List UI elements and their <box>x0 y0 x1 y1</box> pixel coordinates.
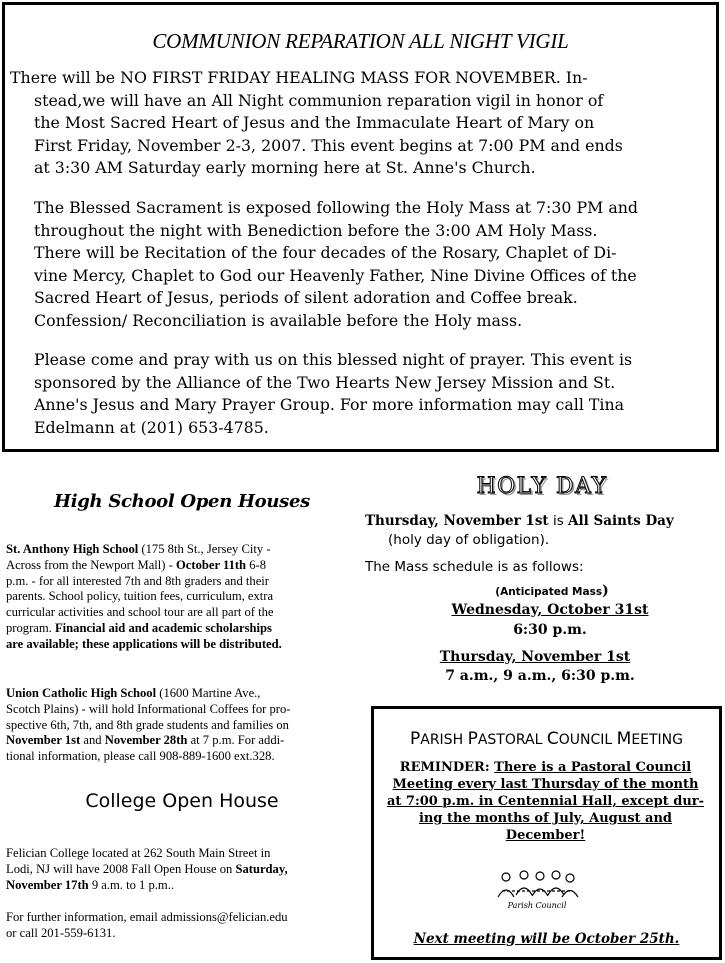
event-date: November 17th <box>6 877 89 892</box>
text-line: Edelmann at (201) 653-4785. <box>34 417 269 437</box>
event-date: October 11th <box>175 557 247 572</box>
logo-caption: Parish Council <box>507 901 567 910</box>
text-line: stead,we will have an All Night communion reparation vigil in honor of <box>34 90 604 110</box>
text-line: For further information, email admissions@felician.edu <box>6 910 288 924</box>
text-fragment: All Saints Day <box>568 513 674 529</box>
text-fragment: P <box>409 729 421 749</box>
wednesday-mass-time: 6:30 p.m. <box>513 622 587 638</box>
text-fragment: P <box>467 729 478 749</box>
vigil-announcement-box <box>2 2 719 452</box>
text-fragment: Saturday, <box>235 861 288 876</box>
text-line: at 7:00 p.m. in Centennial Hall, except dur- <box>386 794 705 809</box>
event-date: November 1st <box>6 733 81 748</box>
text-line: are available; these applications will be distributed. <box>6 636 282 651</box>
text-fragment: Lodi, NJ will have 2008 Fall Open House on <box>6 861 236 876</box>
wednesday-mass-date: Wednesday, October 31st <box>451 602 649 618</box>
holy-day-title: HOLY DAY <box>476 474 608 499</box>
text-fragment: EETING <box>631 732 684 748</box>
text-line: sponsored by the Alliance of the Two Hearts New Jersey Mission and St. <box>34 372 616 392</box>
vigil-paragraph-3 <box>34 349 710 439</box>
thursday-mass-times: 7 a.m., 9 a.m., 6:30 p.m. <box>445 668 635 684</box>
union-catholic-paragraph <box>6 686 354 765</box>
text-fragment: is <box>548 513 569 529</box>
reminder-label: REMINDER: <box>399 760 490 775</box>
text-line: tional information, please call 908-889-1600 ext.328. <box>6 749 275 764</box>
text-line: First Friday, November 2-3, 2007. This event begins at 7:00 PM and ends <box>34 135 623 155</box>
event-date: November 28th <box>104 733 188 748</box>
text-line: Scotch Plains) - will hold Informational Coffees for pro- <box>6 701 291 716</box>
text-line: ing the months of July, August and <box>418 811 673 826</box>
text-line: The Blessed Sacrament is exposed following the Holy Mass at 7:30 PM and <box>34 198 639 217</box>
text-line: vine Mercy, Chaplet to God our Heavenly Father, Nine Divine Offices of the <box>34 265 637 285</box>
anticipated-mass-label <box>382 583 722 599</box>
text-fragment: Across from the Newport Mall) - <box>6 557 176 572</box>
vigil-title: COMMUNION REPARATION ALL NIGHT VIGIL <box>152 29 569 53</box>
school-name: Union Catholic High School <box>6 686 157 700</box>
holy-day-section <box>362 466 722 696</box>
holy-day-line-3: The Mass schedule is as follows: <box>365 559 584 575</box>
text-fragment: and <box>80 733 105 748</box>
holy-day-line-1 <box>365 513 674 529</box>
text-line: spective 6th, 7th, and 8th grade students and families on <box>6 717 289 732</box>
text-fragment: at 7 p.m. For addi- <box>187 733 285 748</box>
text-line: Confession/ Reconciliation is available before the Holy mass. <box>34 310 523 330</box>
vigil-paragraph-2 <box>34 197 710 333</box>
contact-paragraph <box>6 910 354 942</box>
text-line: Meeting every last Thursday of the month <box>392 777 699 792</box>
text-fragment: ARISH <box>420 732 468 748</box>
text-line: parents. School policy, tuition fees, curriculum, extra <box>6 589 274 604</box>
text-line: curricular activities and school tour are all part of the <box>6 605 274 620</box>
text-fragment: (Anticipated Mass <box>495 586 603 598</box>
parish-council-box <box>371 706 722 960</box>
text-line: Please come and pray with us on this blessed night of prayer. This event is <box>34 350 633 369</box>
text-line: December! <box>505 828 586 843</box>
school-name: St. Anthony High School <box>6 542 139 556</box>
felician-paragraph <box>6 846 354 893</box>
text-fragment: program. <box>6 620 55 635</box>
vigil-paragraph-1 <box>10 67 710 180</box>
text-fragment: 9 a.m. to 1 p.m.. <box>88 877 175 892</box>
text-fragment: Financial aid and academic scholarships <box>54 620 272 635</box>
holy-day-line-2: (holy day of obligation). <box>388 532 550 548</box>
text-line: There will be Recitation of the four decades of the Rosary, Chaplet of Di- <box>34 243 617 263</box>
text-line: Anne's Jesus and Mary Prayer Group. For more information may call Tina <box>34 395 625 415</box>
parish-council-logo <box>492 869 582 913</box>
text-line: p.m. - for all interested 7th and 8th graders and their <box>6 573 269 588</box>
text-fragment: 6-8 <box>246 557 266 572</box>
text-line: Felician College located at 262 South Main Street in <box>6 846 271 860</box>
text-fragment: Thursday, November 1st <box>365 513 549 529</box>
text-fragment: ASTORAL <box>477 732 547 748</box>
st-anthony-paragraph <box>6 542 354 653</box>
text-fragment: OUNCIL <box>558 732 617 748</box>
people-group-icon <box>492 869 582 901</box>
high-school-title: High School Open Houses <box>54 491 310 512</box>
open-houses-column <box>4 466 360 960</box>
text-fragment: M <box>616 729 632 749</box>
text-line: the Most Sacred Heart of Jesus and the Immaculate Heart of Mary on <box>34 113 595 133</box>
text-line: Sacred Heart of Jesus, periods of silent adoration and Coffee break. <box>34 288 578 308</box>
text-line: throughout the night with Benediction before the 3:00 AM Holy Mass. <box>34 220 598 240</box>
text-fragment: C <box>546 729 559 749</box>
next-meeting-note: Next meeting will be October 25th. <box>413 931 680 947</box>
council-title <box>374 729 719 749</box>
text-fragment: (1600 Martine Ave., <box>156 686 261 700</box>
text-line: There will be NO FIRST FRIDAY HEALING MASS FOR NOVEMBER. In- <box>10 68 588 87</box>
text-line: or call 201-559-6131. <box>6 925 116 940</box>
text-fragment: There is a Pastoral Council <box>494 760 692 775</box>
text-fragment: ) <box>602 583 609 599</box>
college-title: College Open House <box>85 790 279 812</box>
thursday-mass-date: Thursday, November 1st <box>439 649 631 665</box>
text-line: at 3:30 AM Saturday early morning here at St. Anne's Church. <box>34 158 536 178</box>
text-fragment: (175 8th St., Jersey City - <box>138 542 271 556</box>
council-reminder <box>382 759 709 844</box>
